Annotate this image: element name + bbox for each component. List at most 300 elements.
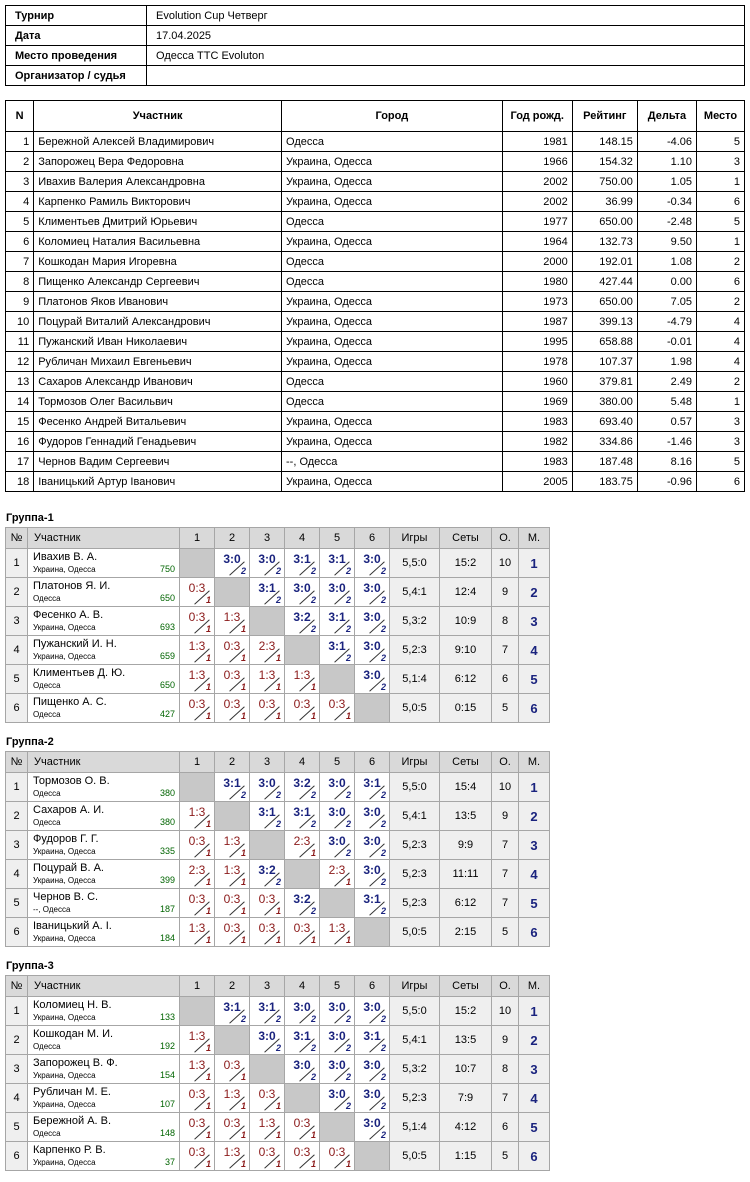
match-points: 2 [275,1014,281,1024]
self-match-cell [180,549,215,578]
match-score-cell [215,694,250,723]
table-cell: 1.08 [637,252,696,272]
match-score: 0:3 [188,1145,206,1159]
table-cell: 1.98 [637,352,696,372]
points-cell: 8 [492,1055,519,1084]
self-match-cell [320,889,355,918]
table-cell: 2005 [502,472,572,492]
table-cell: Пищенко Александр Сергеевич [34,272,282,292]
games-cell: 5,0:5 [390,1142,440,1171]
player-cell [28,636,180,665]
match-score: 3:0 [363,805,381,819]
player-cell [28,1026,180,1055]
player-index: 5 [6,1113,28,1142]
match-score: 3:0 [328,1029,346,1043]
match-score: 3:2 [293,892,311,906]
sets-cell: 10:9 [440,607,492,636]
table-row [6,232,745,252]
group-row [6,860,550,889]
match-score-cell [320,694,355,723]
self-match-cell [285,860,320,889]
match-score-cell [250,860,285,889]
match-points: 1 [205,1101,211,1111]
match-score-cell [250,694,285,723]
table-cell: Украина, Одесса [282,232,503,252]
match-score-cell [285,997,320,1026]
player-name: Пужанский И. Н. [33,638,117,650]
player-rating: 750 [159,564,175,574]
group-row [6,1026,550,1055]
group-row [6,889,550,918]
column-header: 6 [355,528,390,549]
table-cell: 0.57 [637,412,696,432]
match-score: 0:3 [293,697,311,711]
points-cell: 6 [492,1113,519,1142]
player-cell [28,694,180,723]
match-points: 1 [240,711,246,721]
player-index: 1 [6,549,28,578]
match-score-cell [320,607,355,636]
table-cell: 5 [697,132,745,152]
table-cell: 4 [697,352,745,372]
player-name: Сахаров А. И. [33,804,105,816]
points-cell: 7 [492,831,519,860]
match-points: 2 [345,1043,351,1053]
header-row [6,101,745,132]
table-row [6,452,745,472]
table-cell: Тормозов Олег Васильвич [34,392,282,412]
match-points: 1 [240,1101,246,1111]
games-cell: 5,3:2 [390,607,440,636]
column-header: Дельта [637,101,696,132]
match-score: 1:3 [188,639,206,653]
table-cell: 132.73 [572,232,637,252]
player-city: Одесса [33,789,61,798]
match-score: 1:3 [223,1145,241,1159]
match-points: 2 [310,1072,316,1082]
match-score: 3:1 [258,805,276,819]
match-score-cell [355,997,390,1026]
match-score-cell [355,1113,390,1142]
table-row [6,372,745,392]
player-index: 3 [6,831,28,860]
player-index: 2 [6,1026,28,1055]
match-score: 0:3 [223,639,241,653]
sets-cell: 13:5 [440,1026,492,1055]
match-points: 1 [310,711,316,721]
match-score: 3:0 [328,1000,346,1014]
table-cell: 1 [697,232,745,252]
match-score-cell [320,1026,355,1055]
self-match-cell [355,1142,390,1171]
table-row [6,312,745,332]
player-city: Украина, Одесса [33,1071,96,1080]
match-score: 3:0 [258,552,276,566]
match-score: 0:3 [293,1145,311,1159]
player-city: Одесса [33,1129,61,1138]
player-name: Чернов В. С. [33,891,99,903]
match-points: 1 [205,682,211,692]
match-points: 2 [345,848,351,858]
table-cell: Рубличан Михаил Евгеньевич [34,352,282,372]
match-score: 3:1 [293,1029,311,1043]
self-match-cell [285,636,320,665]
sets-cell: 9:10 [440,636,492,665]
points-cell: 5 [492,1142,519,1171]
table-cell: Чернов Вадим Сергеевич [34,452,282,472]
match-score: 3:1 [258,1000,276,1014]
table-cell: Кошкодан Мария Игоревна [34,252,282,272]
match-score-cell [320,549,355,578]
match-points: 2 [380,877,386,887]
games-cell: 5,4:1 [390,1026,440,1055]
player-index: 2 [6,802,28,831]
match-score-cell [355,665,390,694]
games-cell: 5,5:0 [390,773,440,802]
table-cell: --, Одесса [282,452,503,472]
player-rating: 192 [159,1041,175,1051]
table-cell: Пужанский Иван Николаевич [34,332,282,352]
match-score: 3:0 [363,863,381,877]
match-points: 2 [240,1014,246,1024]
match-score: 0:3 [328,1145,346,1159]
table-row [6,432,745,452]
games-cell: 5,5:0 [390,997,440,1026]
match-score-cell [215,773,250,802]
table-cell: Украина, Одесса [282,412,503,432]
column-header: 2 [215,528,250,549]
match-points: 1 [310,1130,316,1140]
match-score: 0:3 [188,1116,206,1130]
match-score: 0:3 [223,668,241,682]
player-cell [28,607,180,636]
match-score-cell [215,636,250,665]
table-cell: 1.10 [637,152,696,172]
match-score: 3:0 [363,668,381,682]
match-score-cell [285,1055,320,1084]
match-score-cell [215,997,250,1026]
participants-table [5,100,745,492]
place-cell: 3 [519,831,550,860]
match-points: 2 [310,906,316,916]
table-cell: Украина, Одесса [282,152,503,172]
match-points: 1 [240,1159,246,1169]
points-cell: 9 [492,802,519,831]
player-index: 4 [6,860,28,889]
table-cell: 9 [6,292,34,312]
group-row [6,918,550,947]
games-cell: 5,2:3 [390,636,440,665]
match-score-cell [285,773,320,802]
match-points: 1 [240,848,246,858]
sets-cell: 15:2 [440,997,492,1026]
group-title: Группа-1 [6,512,54,524]
match-score-cell [215,918,250,947]
match-points: 1 [205,1159,211,1169]
column-header: 3 [250,976,285,997]
match-points: 2 [240,566,246,576]
place-cell: 6 [519,694,550,723]
player-city: --, Одесса [33,905,71,914]
place-cell: 6 [519,918,550,947]
match-score-cell [215,665,250,694]
match-score: 3:0 [258,776,276,790]
match-score: 1:3 [223,610,241,624]
match-score-cell [180,1113,215,1142]
table-cell: 3 [697,152,745,172]
table-cell: 9.50 [637,232,696,252]
table-cell: 13 [6,372,34,392]
self-match-cell [320,1113,355,1142]
match-score-cell [320,578,355,607]
match-score: 3:1 [223,1000,241,1014]
match-score: 0:3 [223,921,241,935]
table-cell: 5.48 [637,392,696,412]
sets-cell: 10:7 [440,1055,492,1084]
match-points: 1 [205,906,211,916]
match-score: 3:1 [328,610,346,624]
table-cell: 16 [6,432,34,452]
column-header: Участник [34,101,282,132]
match-points: 2 [380,1101,386,1111]
table-cell: 11 [6,332,34,352]
match-score-cell [250,889,285,918]
match-score: 3:1 [223,776,241,790]
info-value: Одесса ТТС Evoluton [147,46,745,66]
info-value [147,66,745,86]
self-match-cell [250,1055,285,1084]
match-score: 3:1 [293,805,311,819]
group-row [6,549,550,578]
points-cell: 10 [492,549,519,578]
table-cell: 8 [6,272,34,292]
match-score: 2:3 [293,834,311,848]
place-cell: 2 [519,578,550,607]
match-score-cell [215,889,250,918]
match-points: 1 [275,906,281,916]
column-header: 5 [320,976,355,997]
table-cell: Платонов Яков Иванович [34,292,282,312]
match-score-cell [355,802,390,831]
match-score-cell [285,665,320,694]
match-points: 2 [345,1101,351,1111]
table-cell: 14 [6,392,34,412]
match-score: 3:0 [328,776,346,790]
match-score: 1:3 [293,668,311,682]
table-cell: 1981 [502,132,572,152]
match-score-cell [285,831,320,860]
match-points: 1 [275,1159,281,1169]
match-score-cell [250,802,285,831]
table-cell: 2002 [502,172,572,192]
match-score: 0:3 [258,1145,276,1159]
match-points: 2 [310,624,316,634]
table-row [6,472,745,492]
match-score: 3:0 [328,1087,346,1101]
match-score: 1:3 [328,921,346,935]
table-cell: 1969 [502,392,572,412]
match-points: 1 [275,1130,281,1140]
self-match-cell [250,607,285,636]
match-score: 3:0 [328,834,346,848]
player-rating: 380 [159,788,175,798]
match-score: 0:3 [188,834,206,848]
table-cell: Климентьев Дмитрий Юрьевич [34,212,282,232]
group-3-table [5,975,550,1171]
place-cell: 4 [519,1084,550,1113]
player-index: 5 [6,889,28,918]
table-cell: 6 [697,472,745,492]
player-city: Украина, Одесса [33,565,96,574]
match-points: 1 [310,682,316,692]
match-score-cell [320,636,355,665]
table-cell: 3 [697,432,745,452]
table-cell: Бережной Алексей Владимирович [34,132,282,152]
table-cell: 4 [6,192,34,212]
match-score-cell [285,889,320,918]
match-score-cell [355,549,390,578]
column-header: Игры [390,528,440,549]
match-points: 2 [275,790,281,800]
table-cell: 379.81 [572,372,637,392]
self-match-cell [320,665,355,694]
match-points: 1 [205,1072,211,1082]
match-score-cell [320,773,355,802]
group-header-row [6,752,550,773]
place-cell: 6 [519,1142,550,1171]
match-points: 1 [240,1130,246,1140]
player-name: Кошкодан М. И. [33,1028,114,1040]
table-cell: -4.06 [637,132,696,152]
player-name: Тормозов О. В. [33,775,110,787]
table-cell: 1 [697,172,745,192]
table-cell: Поцурай Виталий Александрович [34,312,282,332]
sets-cell: 7:9 [440,1084,492,1113]
table-cell: 2 [697,252,745,272]
match-points: 2 [345,819,351,829]
info-value: Evolution Cup Четверг [147,6,745,26]
table-row [6,132,745,152]
games-cell: 5,4:1 [390,802,440,831]
table-row [6,252,745,272]
table-cell: Украина, Одесса [282,192,503,212]
place-cell: 1 [519,773,550,802]
column-header: Год рожд. [502,101,572,132]
match-score-cell [355,1026,390,1055]
match-score: 0:3 [188,892,206,906]
table-cell: 7.05 [637,292,696,312]
table-cell: 7 [6,252,34,272]
column-header: 4 [285,752,320,773]
match-score-cell [180,1142,215,1171]
match-points: 2 [275,819,281,829]
column-header: М. [519,528,550,549]
match-score: 3:1 [293,552,311,566]
player-rating: 154 [159,1070,175,1080]
match-score-cell [215,831,250,860]
table-cell: 12 [6,352,34,372]
points-cell: 5 [492,694,519,723]
player-city: Одесса [33,710,61,719]
table-cell: 427.44 [572,272,637,292]
points-cell: 10 [492,773,519,802]
games-cell: 5,2:3 [390,889,440,918]
table-cell: 4 [697,332,745,352]
games-cell: 5,3:2 [390,1055,440,1084]
match-score: 3:1 [363,892,381,906]
match-score-cell [215,607,250,636]
player-index: 6 [6,918,28,947]
match-score: 0:3 [188,610,206,624]
match-score-cell [180,636,215,665]
match-score-cell [285,549,320,578]
points-cell: 7 [492,1084,519,1113]
column-header: Рейтинг [572,101,637,132]
match-score: 1:3 [188,1029,206,1043]
player-cell [28,860,180,889]
match-score-cell [215,1113,250,1142]
match-points: 1 [205,595,211,605]
match-score-cell [320,997,355,1026]
table-cell: Украина, Одесса [282,472,503,492]
points-cell: 7 [492,636,519,665]
group-title: Группа-3 [6,960,54,972]
match-score-cell [320,802,355,831]
match-score: 3:2 [258,863,276,877]
place-cell: 5 [519,889,550,918]
player-city: Одесса [33,818,61,827]
group-2-table [5,751,550,947]
match-score-cell [180,694,215,723]
info-row [6,46,745,66]
table-cell: -2.48 [637,212,696,232]
match-points: 2 [345,595,351,605]
match-points: 2 [380,906,386,916]
match-score-cell [250,918,285,947]
player-index: 3 [6,1055,28,1084]
table-cell: Одесса [282,252,503,272]
player-city: Одесса [33,1042,61,1051]
player-index: 4 [6,636,28,665]
player-cell [28,889,180,918]
table-cell: 1995 [502,332,572,352]
table-cell: 1980 [502,272,572,292]
column-header: 5 [320,752,355,773]
match-points: 1 [205,624,211,634]
match-score-cell [180,831,215,860]
place-cell: 5 [519,665,550,694]
match-score-cell [320,860,355,889]
player-cell [28,578,180,607]
match-score-cell [250,636,285,665]
match-score: 2:3 [258,639,276,653]
match-score-cell [180,578,215,607]
match-score-cell [250,665,285,694]
match-points: 2 [310,595,316,605]
player-cell [28,997,180,1026]
match-score-cell [320,1084,355,1113]
player-cell [28,802,180,831]
sets-cell: 4:12 [440,1113,492,1142]
match-score: 0:3 [223,697,241,711]
sets-cell: 6:12 [440,889,492,918]
info-label: Организатор / судья [6,66,147,86]
table-cell: 148.15 [572,132,637,152]
player-index: 6 [6,694,28,723]
table-cell: 107.37 [572,352,637,372]
match-score-cell [355,831,390,860]
match-points: 2 [380,1043,386,1053]
